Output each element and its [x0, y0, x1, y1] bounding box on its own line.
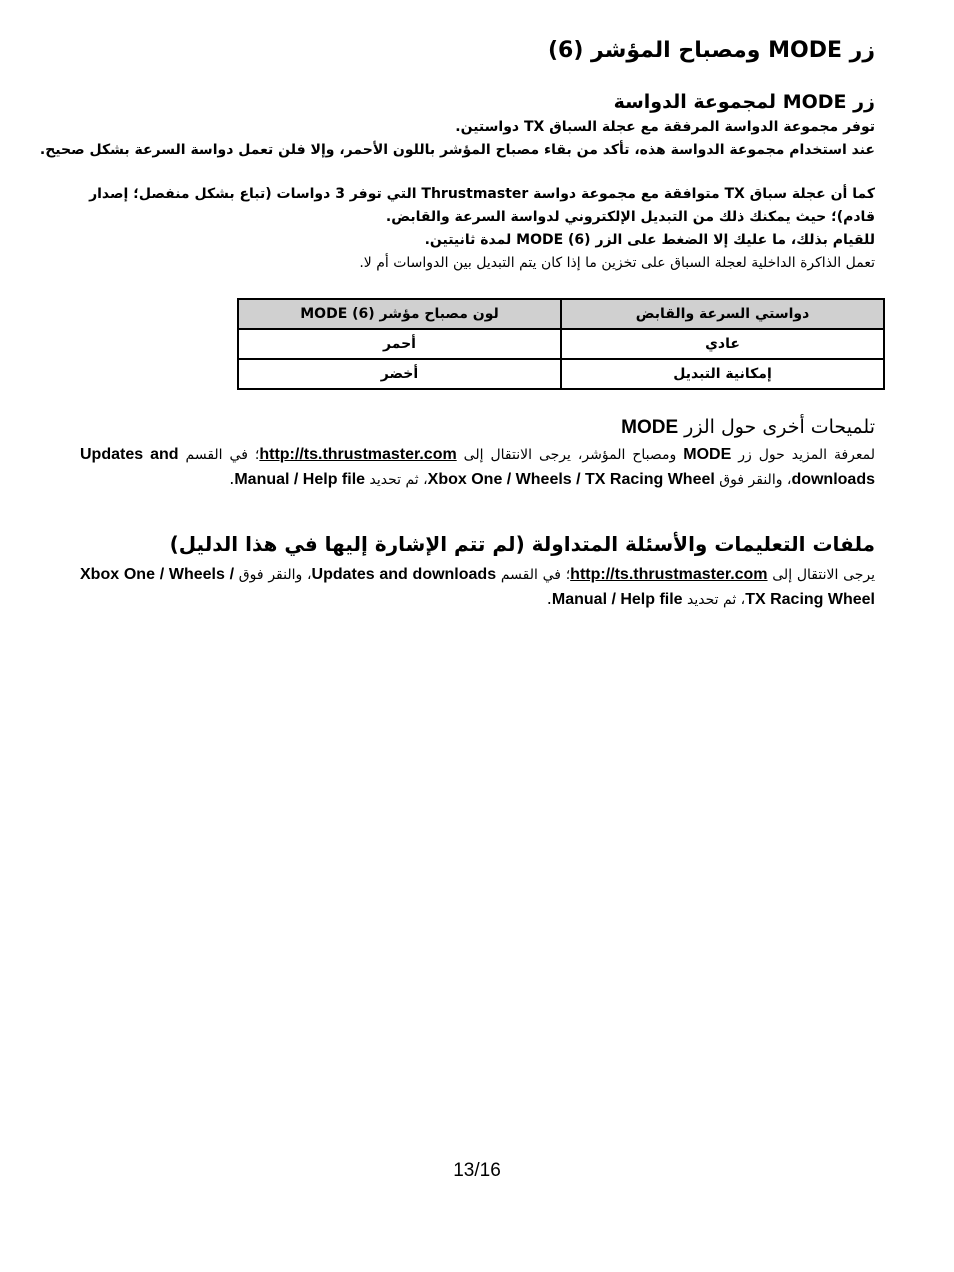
table-cell-pedals: عادي: [561, 329, 884, 359]
table-row: [238, 359, 884, 389]
tips-end: .: [229, 469, 235, 488]
document-page: [39, 0, 876, 1272]
memory-note: تعمل الذاكرة الداخلية لعجلة السباق على تخزين ما إذا كان يتم التبديل بين الدواسات أم لا.: [359, 255, 875, 271]
mode-color-table: [237, 298, 885, 390]
faq-paragraph: [80, 562, 875, 612]
pedal-heading: زر MODE لمجموعة الدواسة: [613, 91, 875, 113]
tips-then-select: ، ثم تحديد: [365, 472, 428, 488]
tips-heading: [621, 416, 875, 439]
faq-click-on: ، والنقر فوق: [234, 567, 312, 583]
tips-heading-text: تلميحات أخرى حول الزر: [684, 416, 875, 438]
tips-heading-mode: MODE: [621, 417, 679, 438]
faq-url-link[interactable]: http://ts.thrustmaster.com: [570, 566, 768, 583]
table-header-pedals: دواستي السرعة والقابض: [561, 299, 884, 329]
compat-paragraph: [80, 183, 875, 275]
faq-go-to: يرجى الانتقال إلى: [767, 567, 876, 583]
section-title: زر MODE ومصباح المؤشر (6): [547, 38, 875, 63]
table-cell-color: أحمر: [238, 329, 561, 359]
tips-product: Xbox One / Wheels / TX Racing Wheel: [427, 471, 715, 488]
faq-updates: Updates and downloads: [311, 566, 497, 583]
tips-mode: MODE: [683, 446, 732, 463]
faq-then-select: ، ثم تحديد: [682, 592, 746, 608]
table-cell-color: أخضر: [238, 359, 561, 389]
faq-end: .: [546, 589, 552, 608]
table-header-led-color: لون مصباح مؤشر MODE (6): [238, 299, 561, 329]
tips-mid: ومصباح المؤشر، يرجى الانتقال إلى: [456, 447, 684, 463]
pedal-line-2: عند استخدام مجموعة الدواسة هذه، تأكد من بقاء مصباح المؤشر باللون الأحمر، وإلا فلن تعمل دواسة السرعة بشكل صحيح.: [39, 142, 875, 158]
tips-paragraph: [80, 442, 875, 492]
tips-intro: لمعرفة المزيد حول زر: [731, 447, 875, 463]
table-header-row: [238, 299, 884, 329]
tips-url-link[interactable]: http://ts.thrustmaster.com: [259, 446, 457, 463]
press-instruction: للقيام بذلك، ما عليك إلا الضغط على الزر MODE (6) لمدة ثانيتين.: [424, 232, 875, 248]
tips-updates: Updates and downloads: [80, 446, 875, 488]
table-cell-pedals: إمكانية التبديل: [561, 359, 884, 389]
faq-heading: ملفات التعليمات والأسئلة المتداولة (لم تتم الإشارة إليها في هذا الدليل): [169, 532, 875, 556]
page-number: 13/16: [453, 1160, 501, 1181]
tips-in-section: ؛ في القسم: [178, 447, 260, 463]
tips-manual: Manual / Help file: [234, 471, 366, 488]
faq-manual: Manual / Help file: [551, 591, 683, 608]
pedal-line-1: توفر مجموعة الدواسة المرفقة مع عجلة السباق TX دواستين.: [455, 119, 875, 135]
tips-click-on: ، والنقر فوق: [714, 472, 792, 488]
table-row: [238, 329, 884, 359]
faq-in-section: ؛ في القسم: [496, 567, 571, 583]
faq-product: Xbox One / Wheels / TX Racing Wheel: [80, 566, 875, 608]
compat-text: كما أن عجلة سباق TX متوافقة مع مجموعة دواسة Thrustmaster التي توفر 3 دواسات (تباع بشكل منفصل؛ إصدار قادم)؛ حيث يمكنك ذلك من التبديل الإلكتروني لدواسة السرعة والقابض.: [89, 186, 875, 225]
